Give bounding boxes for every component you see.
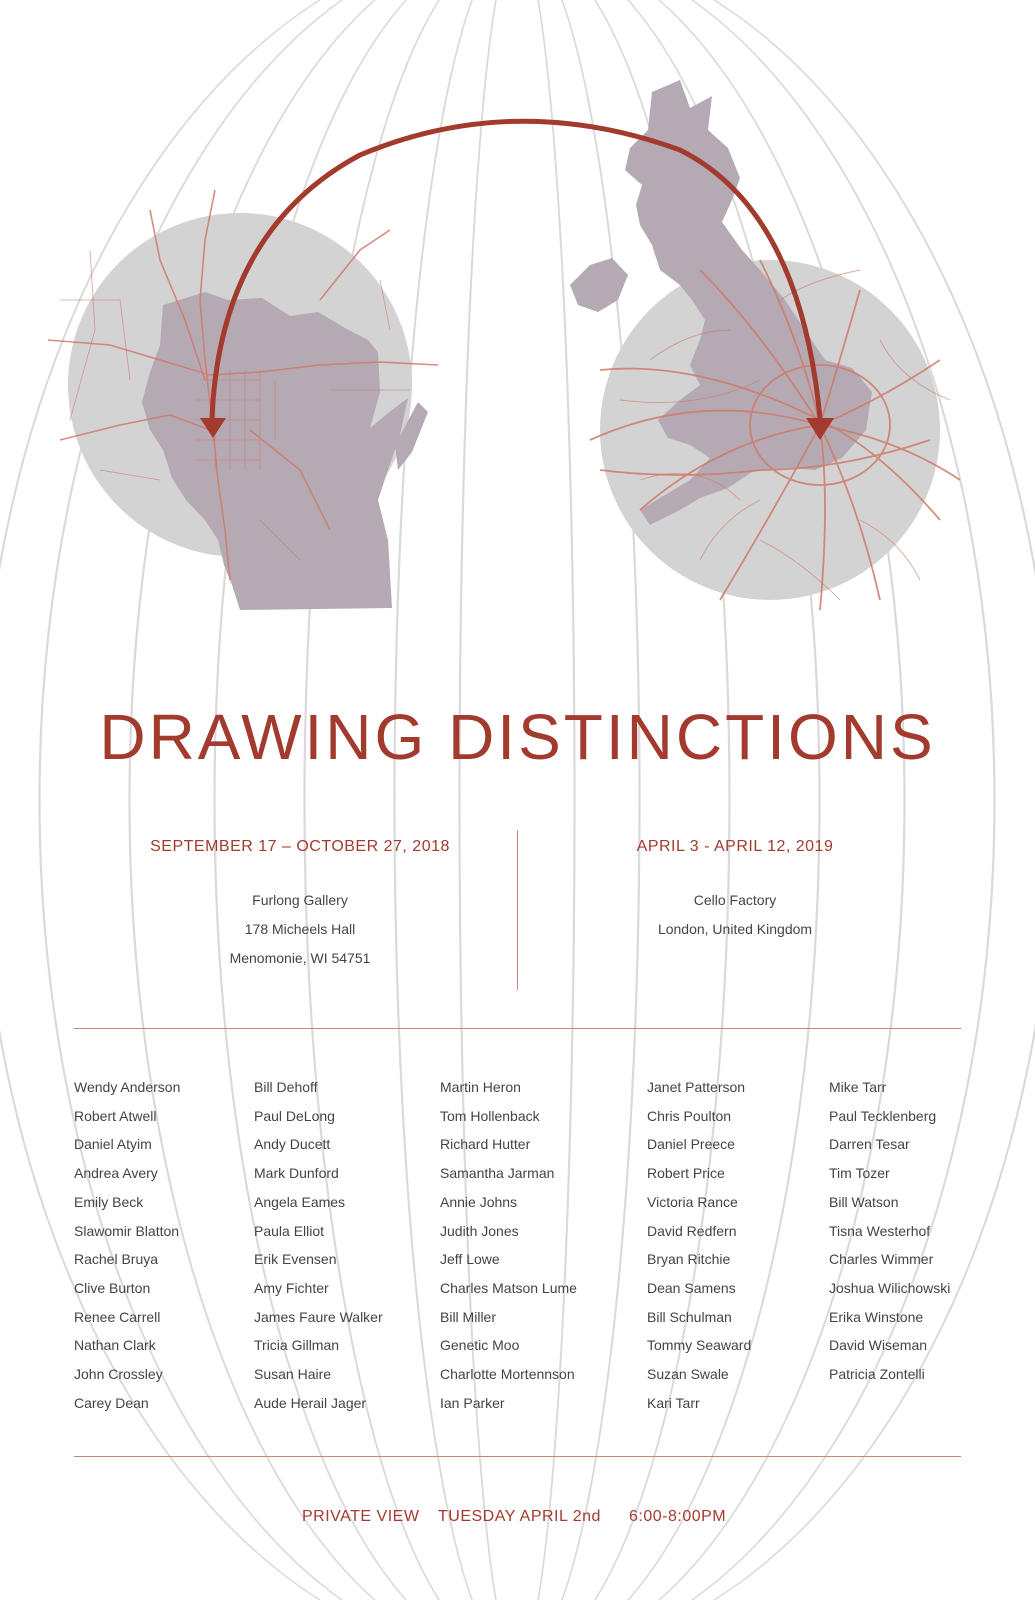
artist-name: Robert Atwell <box>74 1107 157 1124</box>
artist-name: Nathan Clark <box>74 1337 156 1354</box>
artist-name: Angela Eames <box>254 1193 346 1210</box>
artist-column-5 <box>829 1073 950 1389</box>
artist-name: Richard Hutter <box>440 1136 531 1153</box>
artist-name: Carey Dean <box>74 1394 149 1411</box>
artist-name: Robert Price <box>647 1165 725 1182</box>
artist-name: Wendy Anderson <box>74 1079 181 1095</box>
artist-name: Emily Beck <box>74 1193 144 1210</box>
artist-name: Samantha Jarman <box>440 1165 555 1182</box>
uk-map-icon <box>570 80 960 610</box>
artist-name: Amy Fichter <box>254 1279 329 1296</box>
artist-name: Bill Miller <box>440 1308 496 1325</box>
artist-name: Tisna Westerhof <box>829 1222 931 1239</box>
artist-name: Dean Samens <box>647 1279 736 1296</box>
artist-name: Judith Jones <box>440 1222 519 1239</box>
artist-column-4 <box>647 1073 751 1417</box>
artist-name: Darren Tesar <box>829 1136 910 1153</box>
artist-name: Slawomir Blatton <box>74 1222 180 1239</box>
artist-name: Paul DeLong <box>254 1107 335 1124</box>
top-divider <box>74 1028 961 1029</box>
artist-name: Joshua Wilichowski <box>829 1279 951 1296</box>
artist-name: Mark Dunford <box>254 1165 339 1182</box>
private-view-label: PRIVATE VIEW <box>302 1508 420 1525</box>
artist-name: Renee Carrell <box>74 1308 161 1325</box>
artist-name: Suzan Swale <box>647 1366 729 1383</box>
artist-name: Victoria Rance <box>647 1193 738 1210</box>
artist-name: Kari Tarr <box>647 1394 700 1411</box>
artist-name: Erika Winstone <box>829 1308 924 1325</box>
artist-name: James Faure Walker <box>254 1308 383 1325</box>
artist-name: Bryan Ritchie <box>647 1251 731 1268</box>
right-show-dates: APRIL 3 - APRIL 12, 2019 <box>636 838 834 855</box>
artist-name: Tim Tozer <box>829 1165 890 1182</box>
venue-line: 178 Micheels Hall <box>244 921 356 937</box>
artist-name: Chris Poulton <box>647 1107 732 1124</box>
wisconsin-map-icon <box>48 190 438 610</box>
artist-column-2 <box>254 1073 383 1417</box>
artist-name: Andrea Avery <box>74 1165 158 1182</box>
artist-name: Tom Hollenback <box>440 1107 540 1124</box>
artist-name: Charles Wimmer <box>829 1251 934 1268</box>
artist-name: Genetic Moo <box>440 1337 520 1354</box>
artist-name: Daniel Preece <box>647 1136 735 1153</box>
artist-name: Paul Tecklenberg <box>829 1107 937 1124</box>
artist-name: Bill Watson <box>829 1193 899 1210</box>
vertical-divider <box>517 830 518 990</box>
venue-line: London, United Kingdom <box>657 921 813 937</box>
artist-name: Paula Elliot <box>254 1222 325 1239</box>
artist-column-1 <box>74 1073 180 1417</box>
artist-name: Martin Heron <box>440 1079 521 1095</box>
left-venue <box>150 886 450 973</box>
artist-name: David Wiseman <box>829 1337 928 1354</box>
artist-name: Jeff Lowe <box>440 1251 500 1268</box>
artist-name: Bill Schulman <box>647 1308 732 1325</box>
venue-line: Menomonie, WI 54751 <box>229 950 371 966</box>
artist-name: David Redfern <box>647 1222 737 1239</box>
bottom-divider <box>74 1456 961 1457</box>
right-venue <box>585 886 885 944</box>
artist-name: Andy Ducett <box>254 1136 331 1153</box>
artist-name: Charles Matson Lume <box>440 1279 577 1296</box>
artist-name: Patricia Zontelli <box>829 1366 925 1383</box>
artist-name: John Crossley <box>74 1366 163 1383</box>
artist-name: Tricia Gillman <box>254 1337 340 1354</box>
artist-name: Aude Herail Jager <box>254 1394 367 1411</box>
artist-name: Susan Haire <box>254 1366 332 1383</box>
left-show-dates: SEPTEMBER 17 – OCTOBER 27, 2018 <box>150 838 450 855</box>
artist-name: Mike Tarr <box>829 1079 887 1095</box>
private-view-date: TUESDAY APRIL 2nd <box>438 1508 601 1525</box>
artist-name: Charlotte Mortennson <box>440 1366 575 1383</box>
artist-name: Tommy Seaward <box>647 1337 752 1354</box>
artist-column-3 <box>440 1073 577 1417</box>
venue-line: Cello Factory <box>693 892 777 908</box>
artist-name: Erik Evensen <box>254 1251 337 1268</box>
artist-name: Bill Dehoff <box>254 1079 318 1095</box>
artist-name: Janet Patterson <box>647 1079 746 1095</box>
artist-name: Ian Parker <box>440 1394 505 1411</box>
artist-name: Clive Burton <box>74 1279 151 1296</box>
private-view-time: 6:00-8:00PM <box>629 1508 727 1525</box>
venue-line: Furlong Gallery <box>252 892 348 908</box>
artist-name: Annie Johns <box>440 1193 518 1210</box>
poster-title: DRAWING DISTINCTIONS <box>99 701 936 773</box>
artist-name: Daniel Atyim <box>74 1136 152 1153</box>
artist-name: Rachel Bruya <box>74 1251 159 1268</box>
